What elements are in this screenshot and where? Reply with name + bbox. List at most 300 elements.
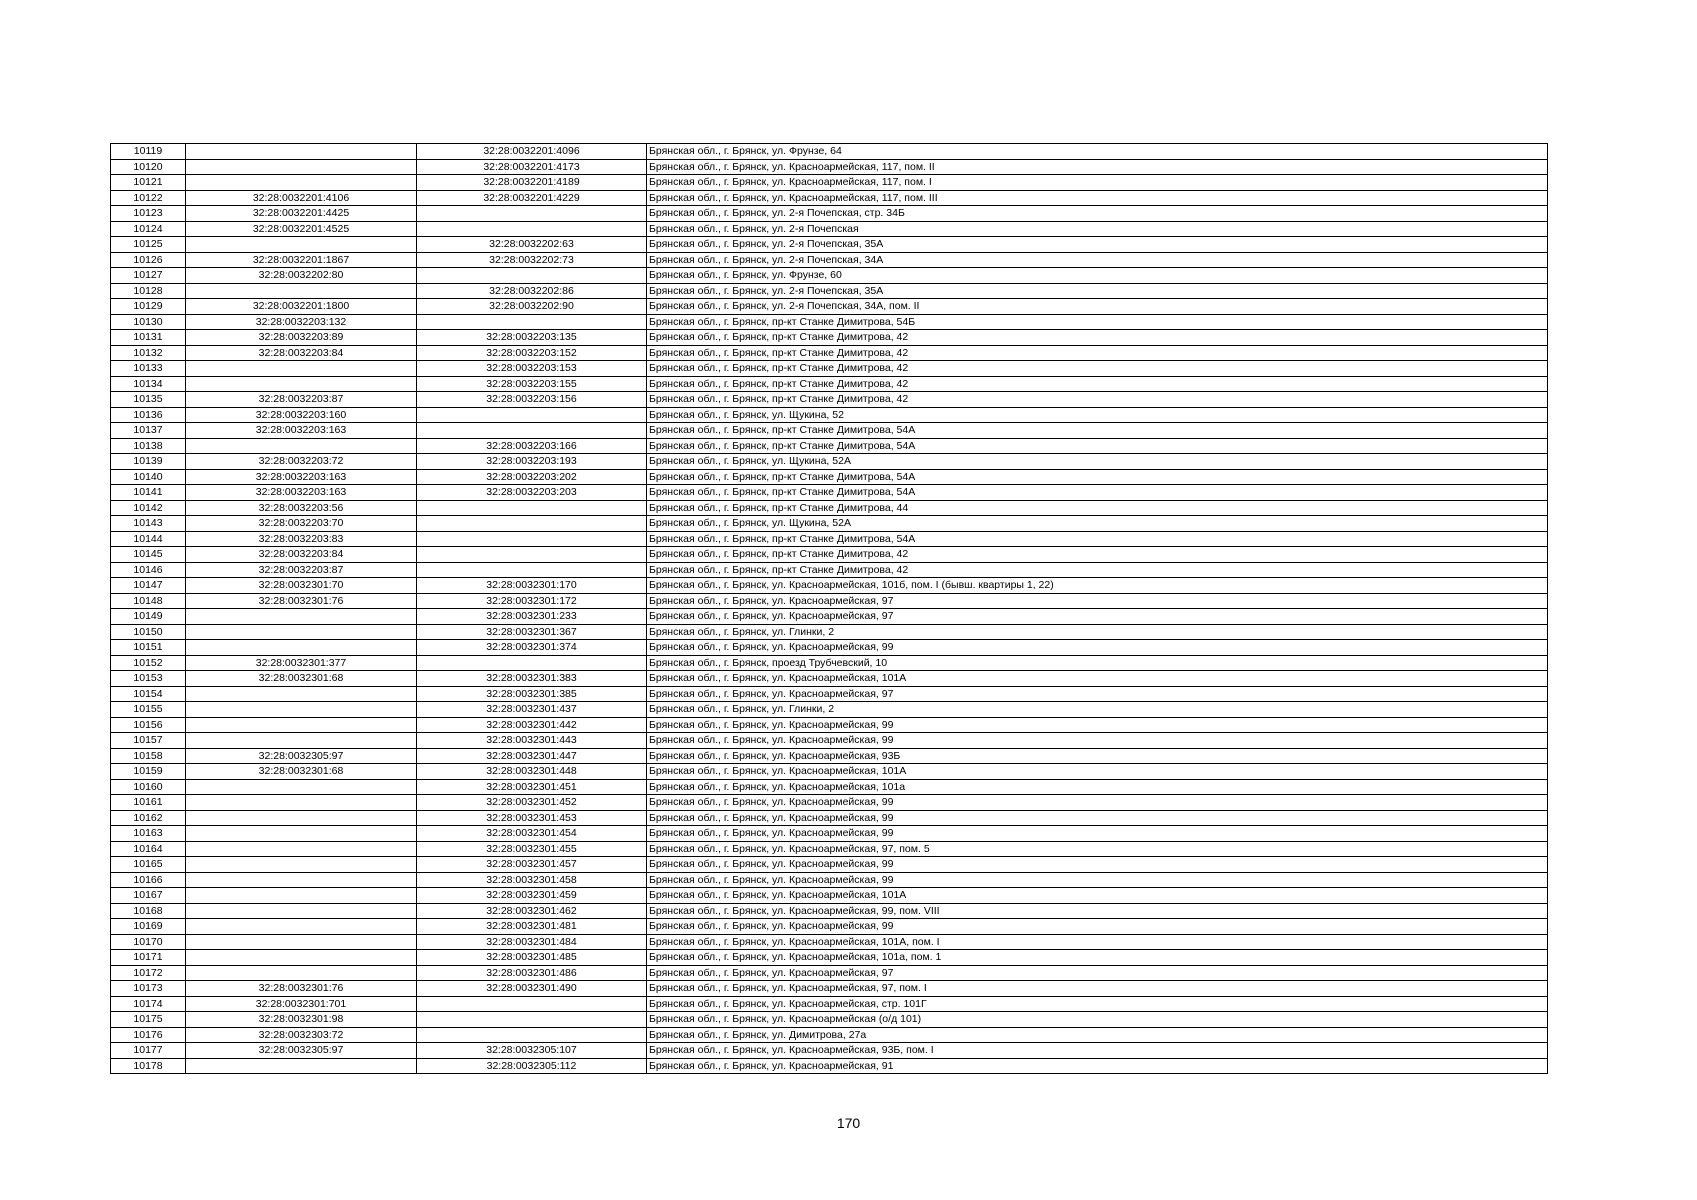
row-number-cell: 10145 xyxy=(111,547,186,563)
object-cadastral-number-cell xyxy=(417,547,647,563)
row-number-cell: 10176 xyxy=(111,1027,186,1043)
address-cell: Брянская обл., г. Брянск, пр-кт Станке Димитрова, 54А xyxy=(647,469,1548,485)
row-number-cell: 10167 xyxy=(111,888,186,904)
address-cell: Брянская обл., г. Брянск, ул. Фрунзе, 60 xyxy=(647,268,1548,284)
row-number-cell: 10136 xyxy=(111,407,186,423)
cadastral-number-cell: 32:28:0032301:68 xyxy=(186,671,417,687)
cadastral-number-cell xyxy=(186,826,417,842)
table-row xyxy=(111,981,1548,997)
table-row xyxy=(111,206,1548,222)
cadastral-number-cell xyxy=(186,919,417,935)
object-cadastral-number-cell: 32:28:0032301:490 xyxy=(417,981,647,997)
address-cell: Брянская обл., г. Брянск, пр-кт Станке Димитрова, 54А xyxy=(647,423,1548,439)
cadastral-number-cell: 32:28:0032303:72 xyxy=(186,1027,417,1043)
object-cadastral-number-cell: 32:28:0032203:203 xyxy=(417,485,647,501)
table-row xyxy=(111,407,1548,423)
address-cell: Брянская обл., г. Брянск, ул. Красноармейская, 97 xyxy=(647,609,1548,625)
address-cell: Брянская обл., г. Брянск, ул. Красноармейская, 97 xyxy=(647,965,1548,981)
row-number-cell: 10125 xyxy=(111,237,186,253)
cadastral-number-cell: 32:28:0032301:70 xyxy=(186,578,417,594)
cadastral-number-cell xyxy=(186,841,417,857)
table-row xyxy=(111,841,1548,857)
table-row xyxy=(111,702,1548,718)
row-number-cell: 10147 xyxy=(111,578,186,594)
object-cadastral-number-cell: 32:28:0032301:170 xyxy=(417,578,647,594)
row-number-cell: 10160 xyxy=(111,779,186,795)
cadastral-number-cell xyxy=(186,950,417,966)
row-number-cell: 10172 xyxy=(111,965,186,981)
cadastral-number-cell: 32:28:0032301:76 xyxy=(186,981,417,997)
object-cadastral-number-cell: 32:28:0032301:385 xyxy=(417,686,647,702)
table-row xyxy=(111,252,1548,268)
row-number-cell: 10122 xyxy=(111,190,186,206)
table-row xyxy=(111,1027,1548,1043)
object-cadastral-number-cell: 32:28:0032203:155 xyxy=(417,376,647,392)
cadastral-number-cell xyxy=(186,717,417,733)
cadastral-number-cell xyxy=(186,159,417,175)
object-cadastral-number-cell: 32:28:0032201:4096 xyxy=(417,144,647,160)
row-number-cell: 10121 xyxy=(111,175,186,191)
row-number-cell: 10156 xyxy=(111,717,186,733)
object-cadastral-number-cell xyxy=(417,1012,647,1028)
table-row xyxy=(111,578,1548,594)
row-number-cell: 10178 xyxy=(111,1058,186,1074)
object-cadastral-number-cell: 32:28:0032301:383 xyxy=(417,671,647,687)
object-cadastral-number-cell: 32:28:0032202:90 xyxy=(417,299,647,315)
object-cadastral-number-cell xyxy=(417,500,647,516)
table-row xyxy=(111,655,1548,671)
table-row xyxy=(111,175,1548,191)
table-row xyxy=(111,159,1548,175)
cadastral-number-cell: 32:28:0032201:1867 xyxy=(186,252,417,268)
address-cell: Брянская обл., г. Брянск, ул. Красноармейская, 97 xyxy=(647,593,1548,609)
table-row xyxy=(111,671,1548,687)
object-cadastral-number-cell: 32:28:0032301:462 xyxy=(417,903,647,919)
table-row xyxy=(111,919,1548,935)
object-cadastral-number-cell: 32:28:0032203:193 xyxy=(417,454,647,470)
object-cadastral-number-cell: 32:28:0032301:453 xyxy=(417,810,647,826)
cadastral-number-cell xyxy=(186,624,417,640)
table-row xyxy=(111,996,1548,1012)
address-cell: Брянская обл., г. Брянск, ул. Красноармейская, 91 xyxy=(647,1058,1548,1074)
object-cadastral-number-cell: 32:28:0032203:135 xyxy=(417,330,647,346)
table-row xyxy=(111,686,1548,702)
address-cell: Брянская обл., г. Брянск, ул. Глинки, 2 xyxy=(647,624,1548,640)
object-cadastral-number-cell xyxy=(417,206,647,222)
row-number-cell: 10140 xyxy=(111,469,186,485)
table-row xyxy=(111,779,1548,795)
cadastral-number-cell xyxy=(186,888,417,904)
object-cadastral-number-cell xyxy=(417,221,647,237)
object-cadastral-number-cell: 32:28:0032202:63 xyxy=(417,237,647,253)
address-cell: Брянская обл., г. Брянск, ул. Красноармейская, 99 xyxy=(647,810,1548,826)
address-cell: Брянская обл., г. Брянск, ул. Красноармейская, 99 xyxy=(647,857,1548,873)
row-number-cell: 10131 xyxy=(111,330,186,346)
cadastral-number-cell xyxy=(186,1058,417,1074)
address-cell: Брянская обл., г. Брянск, ул. Красноармейская, 99 xyxy=(647,919,1548,935)
cadastral-number-cell xyxy=(186,872,417,888)
address-cell: Брянская обл., г. Брянск, ул. Красноармейская, 101б, пом. I (бывш. квартиры 1, 22) xyxy=(647,578,1548,594)
row-number-cell: 10119 xyxy=(111,144,186,160)
cadastral-number-cell xyxy=(186,175,417,191)
address-cell: Брянская обл., г. Брянск, ул. Глинки, 2 xyxy=(647,702,1548,718)
address-cell: Брянская обл., г. Брянск, ул. 2-я Почепская, стр. 34Б xyxy=(647,206,1548,222)
row-number-cell: 10177 xyxy=(111,1043,186,1059)
table-row xyxy=(111,330,1548,346)
table-row xyxy=(111,531,1548,547)
address-cell: Брянская обл., г. Брянск, ул. Щукина, 52 xyxy=(647,407,1548,423)
object-cadastral-number-cell: 32:28:0032301:437 xyxy=(417,702,647,718)
object-cadastral-number-cell: 32:28:0032202:73 xyxy=(417,252,647,268)
cadastral-number-cell xyxy=(186,640,417,656)
row-number-cell: 10146 xyxy=(111,562,186,578)
row-number-cell: 10164 xyxy=(111,841,186,857)
object-cadastral-number-cell: 32:28:0032201:4173 xyxy=(417,159,647,175)
object-cadastral-number-cell xyxy=(417,423,647,439)
row-number-cell: 10175 xyxy=(111,1012,186,1028)
table-row xyxy=(111,314,1548,330)
row-number-cell: 10132 xyxy=(111,345,186,361)
address-cell: Брянская обл., г. Брянск, ул. Красноармейская, 93Б xyxy=(647,748,1548,764)
table-row xyxy=(111,593,1548,609)
table-row xyxy=(111,283,1548,299)
object-cadastral-number-cell xyxy=(417,1027,647,1043)
address-cell: Брянская обл., г. Брянск, пр-кт Станке Димитрова, 44 xyxy=(647,500,1548,516)
row-number-cell: 10120 xyxy=(111,159,186,175)
row-number-cell: 10158 xyxy=(111,748,186,764)
table-row xyxy=(111,717,1548,733)
cadastral-number-cell xyxy=(186,686,417,702)
table-row xyxy=(111,888,1548,904)
row-number-cell: 10166 xyxy=(111,872,186,888)
cadastral-number-cell: 32:28:0032203:84 xyxy=(186,345,417,361)
object-cadastral-number-cell: 32:28:0032203:202 xyxy=(417,469,647,485)
row-number-cell: 10130 xyxy=(111,314,186,330)
cadastral-number-cell: 32:28:0032203:56 xyxy=(186,500,417,516)
cadastral-number-cell: 32:28:0032301:98 xyxy=(186,1012,417,1028)
object-cadastral-number-cell xyxy=(417,655,647,671)
row-number-cell: 10174 xyxy=(111,996,186,1012)
row-number-cell: 10173 xyxy=(111,981,186,997)
address-cell: Брянская обл., г. Брянск, пр-кт Станке Димитрова, 42 xyxy=(647,361,1548,377)
table-row xyxy=(111,826,1548,842)
table-row xyxy=(111,1043,1548,1059)
object-cadastral-number-cell xyxy=(417,531,647,547)
object-cadastral-number-cell: 32:28:0032301:442 xyxy=(417,717,647,733)
table-row xyxy=(111,485,1548,501)
object-cadastral-number-cell: 32:28:0032203:152 xyxy=(417,345,647,361)
cadastral-number-cell: 32:28:0032203:87 xyxy=(186,392,417,408)
row-number-cell: 10153 xyxy=(111,671,186,687)
address-cell: Брянская обл., г. Брянск, ул. Красноармейская, 101А xyxy=(647,888,1548,904)
address-cell: Брянская обл., г. Брянск, пр-кт Станке Димитрова, 42 xyxy=(647,547,1548,563)
row-number-cell: 10124 xyxy=(111,221,186,237)
object-cadastral-number-cell: 32:28:0032301:457 xyxy=(417,857,647,873)
object-cadastral-number-cell: 32:28:0032202:86 xyxy=(417,283,647,299)
object-cadastral-number-cell: 32:28:0032301:486 xyxy=(417,965,647,981)
object-cadastral-number-cell: 32:28:0032301:233 xyxy=(417,609,647,625)
address-cell: Брянская обл., г. Брянск, пр-кт Станке Димитрова, 54А xyxy=(647,438,1548,454)
address-cell: Брянская обл., г. Брянск, ул. Красноармейская (о/д 101) xyxy=(647,1012,1548,1028)
address-cell: Брянская обл., г. Брянск, ул. 2-я Почепская, 35А xyxy=(647,283,1548,299)
cadastral-number-cell: 32:28:0032203:163 xyxy=(186,469,417,485)
cadastral-number-cell: 32:28:0032203:132 xyxy=(186,314,417,330)
row-number-cell: 10154 xyxy=(111,686,186,702)
row-number-cell: 10151 xyxy=(111,640,186,656)
address-cell: Брянская обл., г. Брянск, пр-кт Станке Димитрова, 54А xyxy=(647,531,1548,547)
object-cadastral-number-cell xyxy=(417,407,647,423)
row-number-cell: 10168 xyxy=(111,903,186,919)
table-row xyxy=(111,454,1548,470)
address-cell: Брянская обл., г. Брянск, ул. Красноармейская, 117, пом. II xyxy=(647,159,1548,175)
table-row xyxy=(111,764,1548,780)
table-row xyxy=(111,1012,1548,1028)
address-cell: Брянская обл., г. Брянск, пр-кт Станке Димитрова, 42 xyxy=(647,345,1548,361)
page-number: 170 xyxy=(836,1115,861,1131)
object-cadastral-number-cell: 32:28:0032301:459 xyxy=(417,888,647,904)
row-number-cell: 10159 xyxy=(111,764,186,780)
table-row xyxy=(111,903,1548,919)
address-cell: Брянская обл., г. Брянск, ул. Красноармейская, 101А xyxy=(647,764,1548,780)
object-cadastral-number-cell xyxy=(417,314,647,330)
address-cell: Брянская обл., г. Брянск, ул. Димитрова, 27а xyxy=(647,1027,1548,1043)
address-cell: Брянская обл., г. Брянск, ул. Красноармейская, 99 xyxy=(647,717,1548,733)
address-cell: Брянская обл., г. Брянск, ул. 2-я Почепская xyxy=(647,221,1548,237)
table-row xyxy=(111,469,1548,485)
object-cadastral-number-cell xyxy=(417,516,647,532)
object-cadastral-number-cell: 32:28:0032301:443 xyxy=(417,733,647,749)
table-row xyxy=(111,392,1548,408)
table-row xyxy=(111,733,1548,749)
row-number-cell: 10126 xyxy=(111,252,186,268)
cadastral-number-cell: 32:28:0032203:83 xyxy=(186,531,417,547)
row-number-cell: 10161 xyxy=(111,795,186,811)
cadastral-number-cell: 32:28:0032202:80 xyxy=(186,268,417,284)
address-cell: Брянская обл., г. Брянск, ул. Красноармейская, 97, пом. 5 xyxy=(647,841,1548,857)
table-row xyxy=(111,624,1548,640)
object-cadastral-number-cell: 32:28:0032301:458 xyxy=(417,872,647,888)
row-number-cell: 10137 xyxy=(111,423,186,439)
address-cell: Брянская обл., г. Брянск, ул. 2-я Почепская, 34А, пом. II xyxy=(647,299,1548,315)
table-row xyxy=(111,190,1548,206)
row-number-cell: 10152 xyxy=(111,655,186,671)
table-row xyxy=(111,268,1548,284)
cadastral-number-cell xyxy=(186,857,417,873)
cadastral-number-cell xyxy=(186,438,417,454)
table-row xyxy=(111,221,1548,237)
address-cell: Брянская обл., г. Брянск, ул. 2-я Почепская, 35А xyxy=(647,237,1548,253)
object-cadastral-number-cell: 32:28:0032203:156 xyxy=(417,392,647,408)
cadastral-number-cell xyxy=(186,376,417,392)
address-cell: Брянская обл., г. Брянск, ул. Красноармейская, 97, пом. I xyxy=(647,981,1548,997)
table-row xyxy=(111,640,1548,656)
row-number-cell: 10133 xyxy=(111,361,186,377)
cadastral-number-cell: 32:28:0032201:4425 xyxy=(186,206,417,222)
address-cell: Брянская обл., г. Брянск, ул. Красноармейская, 117, пом. III xyxy=(647,190,1548,206)
table-row xyxy=(111,810,1548,826)
object-cadastral-number-cell: 32:28:0032301:452 xyxy=(417,795,647,811)
object-cadastral-number-cell: 32:28:0032301:454 xyxy=(417,826,647,842)
object-cadastral-number-cell: 32:28:0032203:153 xyxy=(417,361,647,377)
row-number-cell: 10127 xyxy=(111,268,186,284)
table-row xyxy=(111,376,1548,392)
table-row xyxy=(111,934,1548,950)
address-cell: Брянская обл., г. Брянск, ул. Красноармейская, 101а xyxy=(647,779,1548,795)
object-cadastral-number-cell: 32:28:0032301:485 xyxy=(417,950,647,966)
object-cadastral-number-cell: 32:28:0032201:4189 xyxy=(417,175,647,191)
address-cell: Брянская обл., г. Брянск, ул. Красноармейская, 99 xyxy=(647,795,1548,811)
cadastral-number-cell: 32:28:0032301:377 xyxy=(186,655,417,671)
cadastral-number-cell: 32:28:0032203:87 xyxy=(186,562,417,578)
cadastral-number-cell: 32:28:0032203:163 xyxy=(186,485,417,501)
row-number-cell: 10170 xyxy=(111,934,186,950)
cadastral-number-cell: 32:28:0032201:1800 xyxy=(186,299,417,315)
row-number-cell: 10163 xyxy=(111,826,186,842)
row-number-cell: 10143 xyxy=(111,516,186,532)
object-cadastral-number-cell: 32:28:0032301:451 xyxy=(417,779,647,795)
cadastral-number-cell: 32:28:0032305:97 xyxy=(186,748,417,764)
address-cell: Брянская обл., г. Брянск, ул. Щукина, 52А xyxy=(647,454,1548,470)
row-number-cell: 10171 xyxy=(111,950,186,966)
table-row xyxy=(111,237,1548,253)
table-row xyxy=(111,500,1548,516)
row-number-cell: 10142 xyxy=(111,500,186,516)
table-row xyxy=(111,872,1548,888)
row-number-cell: 10157 xyxy=(111,733,186,749)
object-cadastral-number-cell: 32:28:0032201:4229 xyxy=(417,190,647,206)
address-cell: Брянская обл., г. Брянск, ул. Фрунзе, 64 xyxy=(647,144,1548,160)
cadastral-number-cell xyxy=(186,237,417,253)
address-cell: Брянская обл., г. Брянск, ул. Красноармейская, 99 xyxy=(647,640,1548,656)
address-cell: Брянская обл., г. Брянск, ул. Красноармейская, 99 xyxy=(647,733,1548,749)
address-cell: Брянская обл., г. Брянск, ул. 2-я Почепская, 34А xyxy=(647,252,1548,268)
row-number-cell: 10139 xyxy=(111,454,186,470)
address-cell: Брянская обл., г. Брянск, пр-кт Станке Димитрова, 54А xyxy=(647,485,1548,501)
address-cell: Брянская обл., г. Брянск, ул. Красноармейская, 99 xyxy=(647,826,1548,842)
table-row xyxy=(111,795,1548,811)
object-cadastral-number-cell: 32:28:0032305:107 xyxy=(417,1043,647,1059)
row-number-cell: 10165 xyxy=(111,857,186,873)
object-cadastral-number-cell: 32:28:0032301:448 xyxy=(417,764,647,780)
address-cell: Брянская обл., г. Брянск, пр-кт Станке Димитрова, 42 xyxy=(647,330,1548,346)
cadastral-number-cell: 32:28:0032203:89 xyxy=(186,330,417,346)
address-cell: Брянская обл., г. Брянск, ул. Красноармейская, 99 xyxy=(647,872,1548,888)
cadastral-number-cell xyxy=(186,609,417,625)
table-row xyxy=(111,144,1548,160)
object-cadastral-number-cell xyxy=(417,268,647,284)
cadastral-number-cell: 32:28:0032203:72 xyxy=(186,454,417,470)
row-number-cell: 10123 xyxy=(111,206,186,222)
object-cadastral-number-cell xyxy=(417,562,647,578)
object-cadastral-number-cell: 32:28:0032305:112 xyxy=(417,1058,647,1074)
address-cell: Брянская обл., г. Брянск, ул. Красноармейская, 93Б, пом. I xyxy=(647,1043,1548,1059)
row-number-cell: 10135 xyxy=(111,392,186,408)
table-row xyxy=(111,857,1548,873)
object-cadastral-number-cell: 32:28:0032301:172 xyxy=(417,593,647,609)
table-row xyxy=(111,609,1548,625)
address-cell: Брянская обл., г. Брянск, ул. Красноармейская, стр. 101Г xyxy=(647,996,1548,1012)
address-cell: Брянская обл., г. Брянск, ул. Красноармейская, 117, пом. I xyxy=(647,175,1548,191)
row-number-cell: 10134 xyxy=(111,376,186,392)
cadastral-number-cell xyxy=(186,702,417,718)
cadastral-number-cell xyxy=(186,903,417,919)
address-cell: Брянская обл., г. Брянск, ул. Щукина, 52А xyxy=(647,516,1548,532)
cadastral-number-cell: 32:28:0032301:76 xyxy=(186,593,417,609)
cadastral-number-cell: 32:28:0032301:68 xyxy=(186,764,417,780)
address-cell: Брянская обл., г. Брянск, пр-кт Станке Димитрова, 42 xyxy=(647,562,1548,578)
object-cadastral-number-cell xyxy=(417,996,647,1012)
row-number-cell: 10162 xyxy=(111,810,186,826)
row-number-cell: 10138 xyxy=(111,438,186,454)
table-row xyxy=(111,423,1548,439)
cadastral-number-cell: 32:28:0032305:97 xyxy=(186,1043,417,1059)
address-cell: Брянская обл., г. Брянск, ул. Красноармейская, 101а, пом. 1 xyxy=(647,950,1548,966)
table-row xyxy=(111,345,1548,361)
address-cell: Брянская обл., г. Брянск, пр-кт Станке Димитрова, 54Б xyxy=(647,314,1548,330)
cadastral-number-cell: 32:28:0032201:4525 xyxy=(186,221,417,237)
cadastral-number-cell: 32:28:0032203:84 xyxy=(186,547,417,563)
row-number-cell: 10150 xyxy=(111,624,186,640)
object-cadastral-number-cell: 32:28:0032301:367 xyxy=(417,624,647,640)
cadastral-number-cell xyxy=(186,965,417,981)
row-number-cell: 10148 xyxy=(111,593,186,609)
cadastral-number-cell xyxy=(186,283,417,299)
address-cell: Брянская обл., г. Брянск, проезд Трубчевский, 10 xyxy=(647,655,1548,671)
cadastral-number-cell xyxy=(186,733,417,749)
cadastral-number-cell: 32:28:0032301:701 xyxy=(186,996,417,1012)
cadastral-number-cell xyxy=(186,779,417,795)
row-number-cell: 10141 xyxy=(111,485,186,501)
cadastral-number-cell: 32:28:0032201:4106 xyxy=(186,190,417,206)
object-cadastral-number-cell: 32:28:0032301:455 xyxy=(417,841,647,857)
address-cell: Брянская обл., г. Брянск, пр-кт Станке Димитрова, 42 xyxy=(647,376,1548,392)
table-row xyxy=(111,547,1548,563)
table-row xyxy=(111,965,1548,981)
object-cadastral-number-cell: 32:28:0032301:484 xyxy=(417,934,647,950)
table-row xyxy=(111,361,1548,377)
address-cell: Брянская обл., г. Брянск, ул. Красноармейская, 101А, пом. I xyxy=(647,934,1548,950)
cadastral-number-cell xyxy=(186,361,417,377)
registry-table-body xyxy=(111,144,1548,1074)
row-number-cell: 10149 xyxy=(111,609,186,625)
table-row xyxy=(111,1058,1548,1074)
table-row xyxy=(111,562,1548,578)
row-number-cell: 10129 xyxy=(111,299,186,315)
table-row xyxy=(111,950,1548,966)
cadastral-number-cell: 32:28:0032203:160 xyxy=(186,407,417,423)
address-cell: Брянская обл., г. Брянск, пр-кт Станке Димитрова, 42 xyxy=(647,392,1548,408)
row-number-cell: 10144 xyxy=(111,531,186,547)
object-cadastral-number-cell: 32:28:0032301:481 xyxy=(417,919,647,935)
cadastral-number-cell xyxy=(186,934,417,950)
table-row xyxy=(111,438,1548,454)
address-cell: Брянская обл., г. Брянск, ул. Красноармейская, 97 xyxy=(647,686,1548,702)
object-cadastral-number-cell: 32:28:0032203:166 xyxy=(417,438,647,454)
registry-table xyxy=(110,143,1548,1074)
table-row xyxy=(111,299,1548,315)
table-row xyxy=(111,748,1548,764)
table-row xyxy=(111,516,1548,532)
row-number-cell: 10155 xyxy=(111,702,186,718)
cadastral-number-cell xyxy=(186,795,417,811)
cadastral-number-cell xyxy=(186,144,417,160)
object-cadastral-number-cell: 32:28:0032301:374 xyxy=(417,640,647,656)
row-number-cell: 10128 xyxy=(111,283,186,299)
cadastral-number-cell: 32:28:0032203:70 xyxy=(186,516,417,532)
cadastral-number-cell xyxy=(186,810,417,826)
row-number-cell: 10169 xyxy=(111,919,186,935)
address-cell: Брянская обл., г. Брянск, ул. Красноармейская, 99, пом. VIII xyxy=(647,903,1548,919)
